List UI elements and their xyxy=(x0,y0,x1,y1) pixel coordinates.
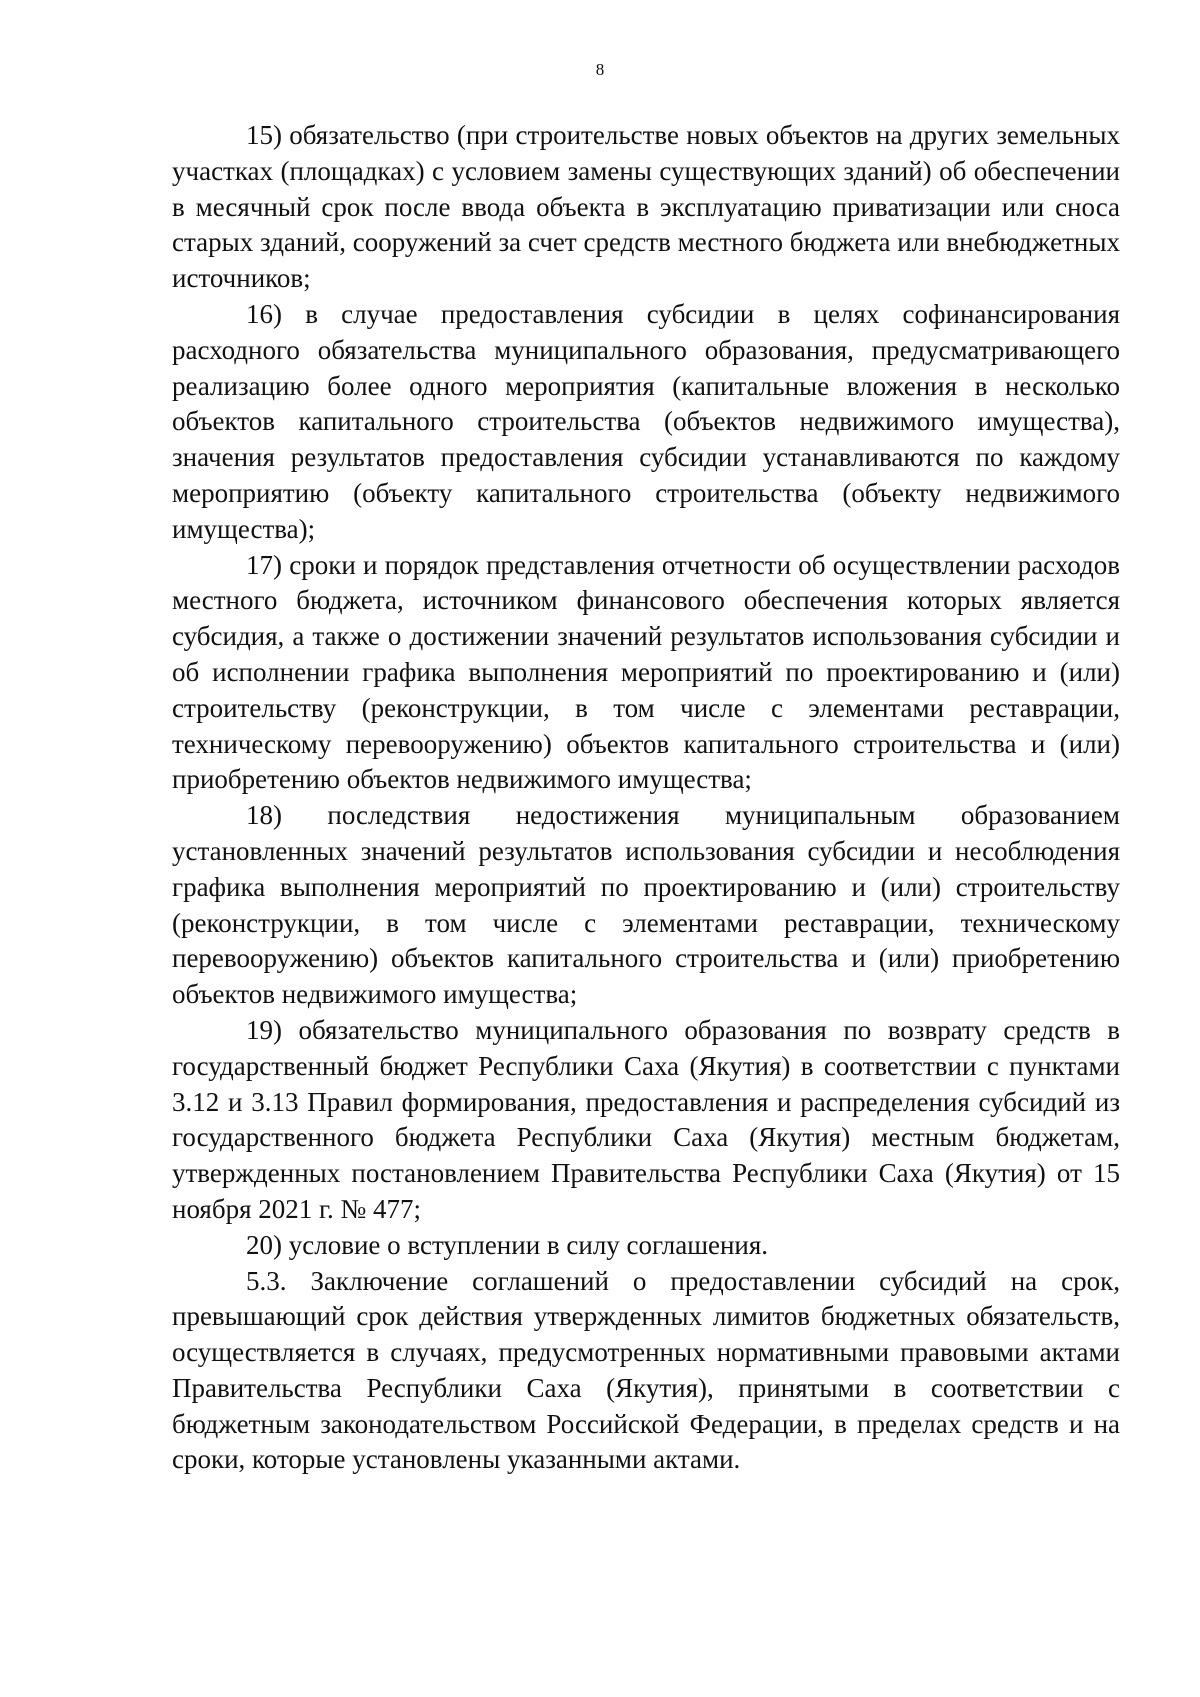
paragraph-item-18: 18) последствия недостижения муниципальным образованием установленных значений результатов использования субсидии и несоблюдения графика выполнения мероприятий по проектированию и (или) строительству (реконструкции, в том числе с элементами реставрации, техническому перевооружению) объектов капитального строительства и (или) приобретению объектов недвижимого имущества; xyxy=(172,800,1120,1010)
paragraph-item-19: 19) обязательство муниципального образования по возврату средств в государственный бюджет Республики Саха (Якутия) в соответствии с пунктами 3.12 и 3.13 Правил формирования, предоставления и распределения субсидий из государственного бюджета Республики Саха (Якутия) местным бюджетам, утвержденных постановлением Правительства Республики Саха (Якутия) от 15 ноября 2021 г. № 477; xyxy=(172,1014,1120,1224)
document-body xyxy=(172,118,1120,1478)
paragraph-section-5-3: 5.3. Заключение соглашений о предоставлении субсидий на срок, превышающий срок действия утвержденных лимитов бюджетных обязательств, осуществляется в случаях, предусмотренных нормативными правовыми актами Правительства Республики Саха (Якутия), принятыми в соответствии с бюджетным законодательством Российской Федерации, в пределах средств и на сроки, которые установлены указанными актами. xyxy=(172,1265,1120,1475)
paragraph-item-15: 15) обязательство (при строительстве новых объектов на других земельных участках (площадках) с условием замены существующих зданий) об обеспечении в месячный срок после ввода объекта в эксплуатацию приватизации или сноса старых зданий, сооружений за счет средств местного бюджета или внебюджетных источников; xyxy=(172,120,1120,294)
paragraph-item-16: 16) в случае предоставления субсидии в целях софинансирования расходного обязательства муниципального образования, предусматривающего реализацию более одного мероприятия (капитальные вложения в несколько объектов капитального строительства (объектов недвижимого имущества), значения результатов предоставления субсидии устанавливаются по каждому мероприятию (объекту капитального строительства (объекту недвижимого имущества); xyxy=(172,298,1120,544)
paragraph-item-17: 17) сроки и порядок представления отчетности об осуществлении расходов местного бюджета, источником финансового обеспечения которых является субсидия, а также о достижении значений результатов использования субсидии и об исполнении графика выполнения мероприятий по проектированию и (или) строительству (реконструкции, в том числе с элементами реставрации, техническому перевооружению) объектов капитального строительства и (или) приобретению объектов недвижимого имущества; xyxy=(172,549,1120,795)
page-number: 8 xyxy=(595,60,605,79)
paragraph-item-20: 20) условие о вступлении в силу соглашения. xyxy=(246,1229,769,1260)
